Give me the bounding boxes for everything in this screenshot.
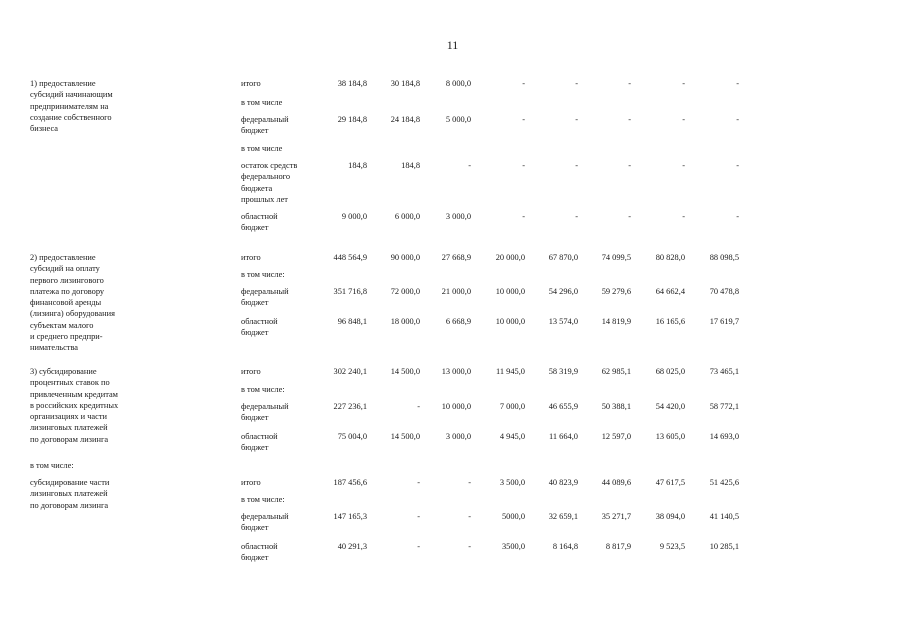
value-cell: - (682, 79, 685, 88)
value-cell: 75 004,0 (337, 432, 367, 441)
funding-source-label: в том числе: (241, 495, 285, 504)
funding-source-label: федеральный бюджет (241, 287, 289, 308)
value-cell: 14 500,0 (390, 367, 420, 376)
value-cell: 10 000,0 (441, 402, 471, 411)
value-cell: - (522, 212, 525, 221)
funding-source-label: итого (241, 478, 261, 487)
value-cell: 184,8 (401, 161, 420, 170)
funding-source-label: итого (241, 367, 261, 376)
value-cell: 20 000,0 (495, 253, 525, 262)
value-cell: 3500,0 (501, 542, 525, 551)
value-cell: - (468, 512, 471, 521)
value-cell: 302 240,1 (333, 367, 367, 376)
funding-source-label: областной бюджет (241, 432, 278, 453)
value-cell: - (522, 161, 525, 170)
value-cell: 73 465,1 (709, 367, 739, 376)
funding-source-label: федеральный бюджет (241, 402, 289, 423)
value-cell: 448 564,9 (333, 253, 367, 262)
value-cell: 58 319,9 (548, 367, 578, 376)
value-cell: - (468, 478, 471, 487)
funding-source-label: областной бюджет (241, 212, 278, 233)
program-item-description: 2) предоставление субсидий на оплату первого лизингового платежа по договору финансовой аренды (лизинга) оборудования субъектам малого и среднего предпри- нимательства (30, 253, 115, 353)
value-cell: 6 668,9 (445, 317, 471, 326)
value-cell: - (628, 212, 631, 221)
value-cell: - (417, 512, 420, 521)
value-cell: 47 617,5 (655, 478, 685, 487)
value-cell: 12 597,0 (601, 432, 631, 441)
funding-source-label: в том числе (241, 144, 283, 153)
funding-source-label: в том числе (241, 98, 283, 107)
value-cell: - (628, 161, 631, 170)
value-cell: 7 000,0 (499, 402, 525, 411)
value-cell: 10 000,0 (495, 317, 525, 326)
value-cell: 13 574,0 (548, 317, 578, 326)
value-cell: 46 655,9 (548, 402, 578, 411)
value-cell: - (682, 212, 685, 221)
value-cell: 14 500,0 (390, 432, 420, 441)
value-cell: 30 184,8 (390, 79, 420, 88)
value-cell: 3 000,0 (445, 212, 471, 221)
program-item-description: субсидирование части лизинговых платежей по договорам лизинга (30, 478, 110, 510)
page-number: 11 (446, 38, 459, 52)
funding-source-label: федеральный бюджет (241, 115, 289, 136)
value-cell: 32 659,1 (548, 512, 578, 521)
value-cell: 44 089,6 (601, 478, 631, 487)
value-cell: 11 945,0 (495, 367, 525, 376)
value-cell: 10 000,0 (495, 287, 525, 296)
value-cell: - (628, 79, 631, 88)
value-cell: 64 662,4 (655, 287, 685, 296)
value-cell: - (575, 212, 578, 221)
value-cell: 187 456,6 (333, 478, 367, 487)
value-cell: 147 165,3 (333, 512, 367, 521)
value-cell: - (736, 79, 739, 88)
value-cell: - (736, 115, 739, 124)
value-cell: 17 619,7 (709, 317, 739, 326)
value-cell: - (575, 79, 578, 88)
value-cell: 4 945,0 (499, 432, 525, 441)
value-cell: 58 772,1 (709, 402, 739, 411)
value-cell: 51 425,6 (709, 478, 739, 487)
value-cell: 18 000,0 (390, 317, 420, 326)
program-item-description: 3) субсидирование процентных ставок по привлеченным кредитам в российских кредитных организациях и части лизинговых платежей по договорам лизинга (30, 367, 119, 444)
value-cell: 90 000,0 (390, 253, 420, 262)
value-cell: 5000,0 (501, 512, 525, 521)
value-cell: - (417, 402, 420, 411)
value-cell: - (628, 115, 631, 124)
value-cell: 62 985,1 (601, 367, 631, 376)
value-cell: 38 184,8 (337, 79, 367, 88)
value-cell: 8 164,8 (552, 542, 578, 551)
value-cell: 38 094,0 (655, 512, 685, 521)
value-cell: 50 388,1 (601, 402, 631, 411)
funding-source-label: в том числе: (241, 270, 285, 279)
value-cell: 67 870,0 (548, 253, 578, 262)
value-cell: 21 000,0 (441, 287, 471, 296)
value-cell: 6 000,0 (394, 212, 420, 221)
value-cell: 13 605,0 (655, 432, 685, 441)
value-cell: - (575, 161, 578, 170)
value-cell: 10 285,1 (709, 542, 739, 551)
value-cell: 351 716,8 (333, 287, 367, 296)
value-cell: - (417, 478, 420, 487)
value-cell: - (736, 212, 739, 221)
value-cell: 96 848,1 (337, 317, 367, 326)
value-cell: 68 025,0 (655, 367, 685, 376)
value-cell: 14 693,0 (709, 432, 739, 441)
value-cell: 27 668,9 (441, 253, 471, 262)
value-cell: 41 140,5 (709, 512, 739, 521)
value-cell: - (522, 115, 525, 124)
value-cell: 59 279,6 (601, 287, 631, 296)
value-cell: 70 478,8 (709, 287, 739, 296)
funding-source-label: областной бюджет (241, 542, 278, 563)
value-cell: - (522, 79, 525, 88)
value-cell: 14 819,9 (601, 317, 631, 326)
funding-source-label: в том числе: (241, 385, 285, 394)
value-cell: 29 184,8 (337, 115, 367, 124)
value-cell: 40 823,9 (548, 478, 578, 487)
value-cell: 16 165,6 (655, 317, 685, 326)
value-cell: 8 817,9 (605, 542, 631, 551)
value-cell: 40 291,3 (337, 542, 367, 551)
value-cell: 3 000,0 (445, 432, 471, 441)
value-cell: 9 523,5 (659, 542, 685, 551)
value-cell: - (575, 115, 578, 124)
funding-source-label: областной бюджет (241, 317, 278, 338)
value-cell: 54 420,0 (655, 402, 685, 411)
value-cell: 11 664,0 (548, 432, 578, 441)
value-cell: 35 271,7 (601, 512, 631, 521)
value-cell: 227 236,1 (333, 402, 367, 411)
value-cell: - (417, 542, 420, 551)
value-cell: 54 296,0 (548, 287, 578, 296)
funding-source-label: остаток средств федерального бюджета прошлых лет (241, 161, 298, 204)
value-cell: 5 000,0 (445, 115, 471, 124)
value-cell: 80 828,0 (655, 253, 685, 262)
value-cell: - (468, 542, 471, 551)
value-cell: 9 000,0 (341, 212, 367, 221)
value-cell: 24 184,8 (390, 115, 420, 124)
value-cell: 74 099,5 (601, 253, 631, 262)
value-cell: 88 098,5 (709, 253, 739, 262)
funding-source-label: федеральный бюджет (241, 512, 289, 533)
program-item-description: 1) предоставление субсидий начинающим предпринимателям на создание собственного бизнеса (30, 79, 113, 134)
value-cell: 72 000,0 (390, 287, 420, 296)
value-cell: 8 000,0 (445, 79, 471, 88)
value-cell: - (736, 161, 739, 170)
value-cell: 184,8 (348, 161, 367, 170)
funding-source-label: итого (241, 253, 261, 262)
funding-source-label: итого (241, 79, 261, 88)
value-cell: - (468, 161, 471, 170)
value-cell: 3 500,0 (499, 478, 525, 487)
section-note: в том числе: (30, 461, 74, 470)
value-cell: - (682, 115, 685, 124)
value-cell: - (682, 161, 685, 170)
value-cell: 13 000,0 (441, 367, 471, 376)
